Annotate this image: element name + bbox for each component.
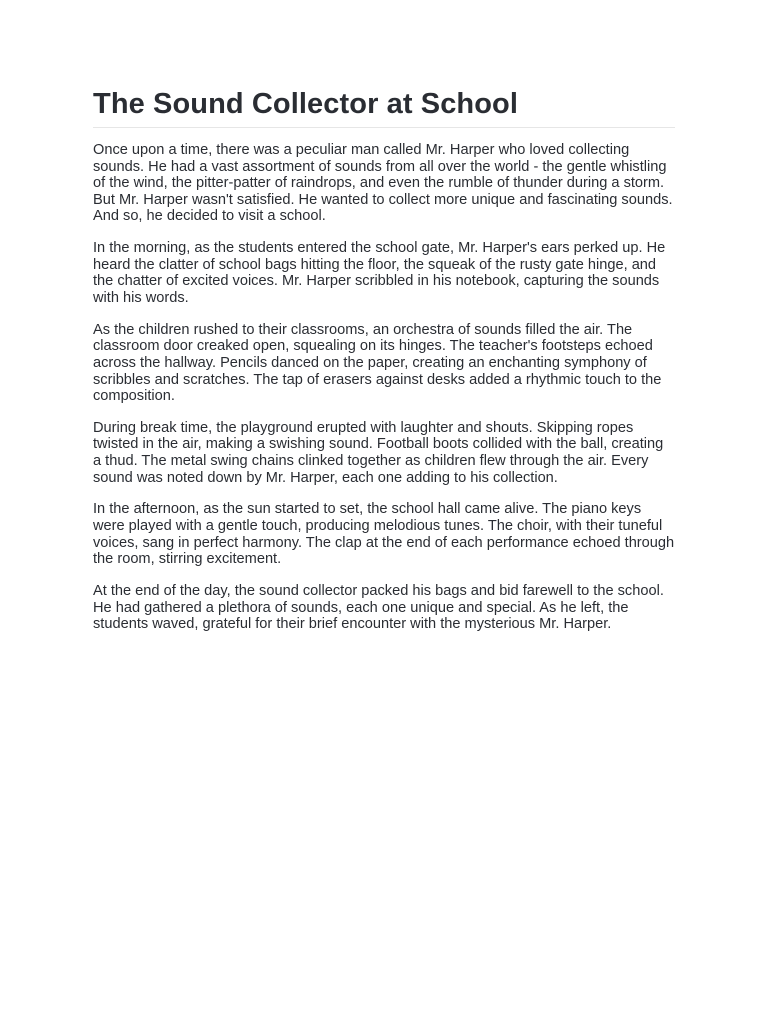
paragraph-2: In the morning, as the students entered the school gate, Mr. Harper's ears perked up. He heard the clatter of school bags hitting the floor, the squeak of the rusty gate hinge, and the chatter of excited voices. Mr. Harper scribbled in his notebook, capturing the sounds with his words. [93, 240, 666, 306]
paragraph-5: In the afternoon, as the sun started to set, the school hall came alive. The piano keys were played with a gentle touch, producing melodious tunes. The choir, with their tuneful voices, sang in perfect harmony. The clap at the end of each performance echoed through the room, stirring excitement. [93, 501, 675, 568]
paragraph-6: At the end of the day, the sound collector packed his bags and bid farewell to the school. He had gathered a plethora of sounds, each one unique and special. As he left, the students waved, grateful for their brief encounter with the mysterious Mr. Harper. [93, 583, 664, 633]
paragraph-3: As the children rushed to their classrooms, an orchestra of sounds filled the air. The classroom door creaked open, squealing on its hinges. The teacher's footsteps echoed across the hallway. Pencils danced on the paper, creating an enchanting symphony of scribbles and scratches. The tap of erasers against desks added a rhythmic touch to the composition. [93, 321, 662, 405]
document-body [93, 142, 675, 633]
document-page [93, 84, 675, 648]
document-title: The Sound Collector at School [93, 84, 675, 128]
paragraph-1: Once upon a time, there was a peculiar man called Mr. Harper who loved collecting sounds. He had a vast assortment of sounds from all over the world - the gentle whistling of the wind, the pitter-patter of raindrops, and even the rumble of thunder during a storm. But Mr. Harper wasn't satisfied. He wanted to collect more unique and fascinating sounds. And so, he decided to visit a school. [93, 142, 673, 225]
paragraph-4: During break time, the playground erupted with laughter and shouts. Skipping ropes twisted in the air, making a swishing sound. Football boots collided with the ball, creating a thud. The metal swing chains clinked together as children flew through the air. Every sound was noted down by Mr. Harper, each one adding to his collection. [93, 419, 664, 486]
